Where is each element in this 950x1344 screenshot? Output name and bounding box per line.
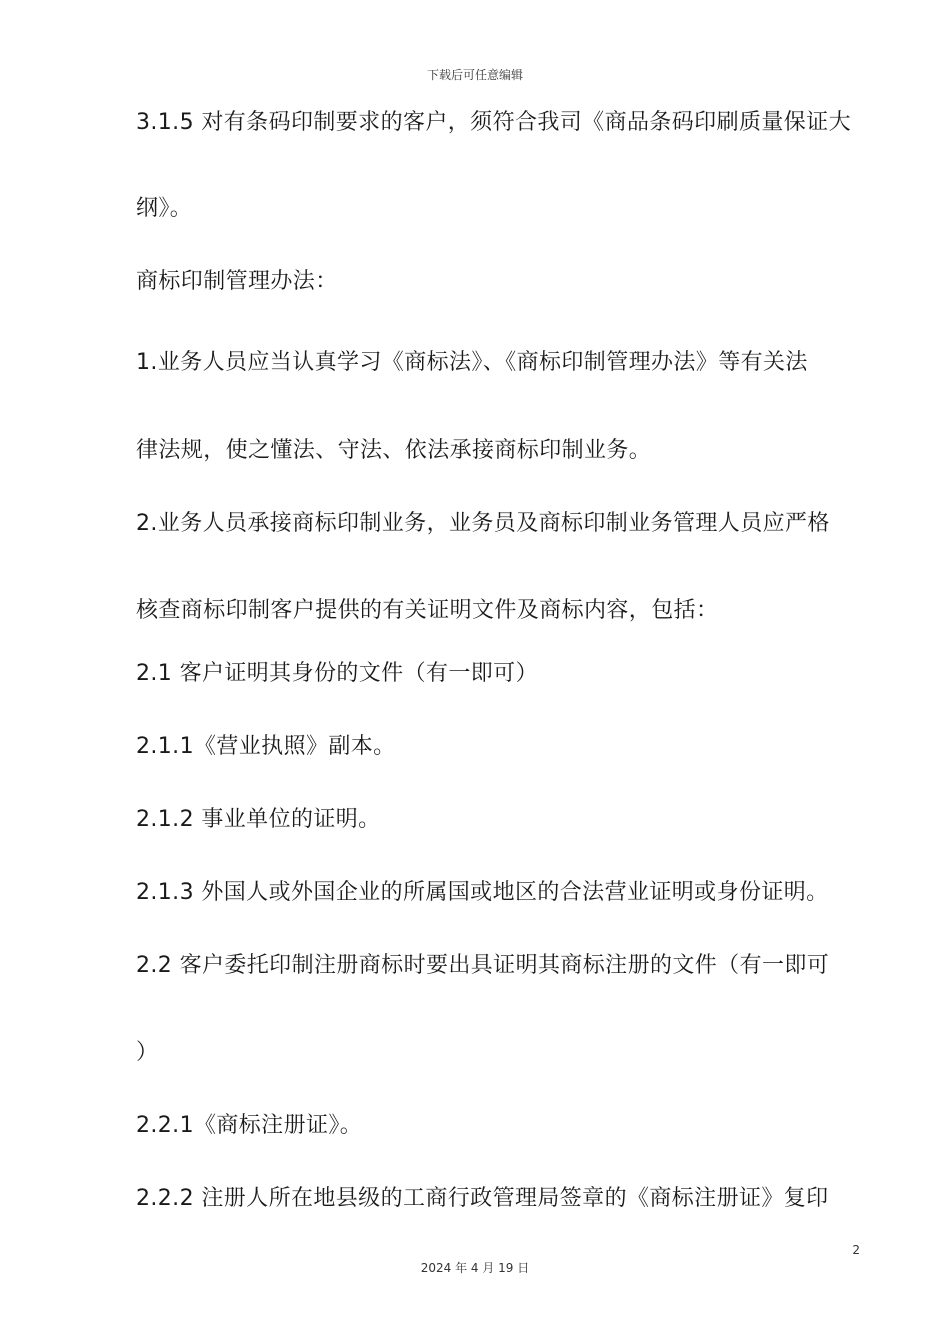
paragraph-line: ）: [136, 1040, 159, 1065]
paragraph-line: 2.2 客户委托印制注册商标时要出具证明其商标注册的文件（有一即可: [136, 953, 830, 978]
section-heading: 商标印制管理办法：: [136, 269, 338, 294]
paragraph-line: 2.1.1《营业执照》副本。: [136, 734, 396, 759]
paragraph-line: 律法规，使之懂法、守法、依法承接商标印制业务。: [136, 438, 652, 463]
paragraph-line: 2.1.2 事业单位的证明。: [136, 807, 381, 832]
paragraph-line: 2.业务人员承接商标印制业务，业务员及商标印制业务管理人员应严格: [136, 511, 830, 536]
paragraph-line: 核查商标印制客户提供的有关证明文件及商标内容，包括：: [136, 598, 719, 623]
paragraph-line: 纲》。: [136, 196, 193, 221]
paragraph-line: 2.1 客户证明其身份的文件（有一即可）: [136, 661, 538, 686]
paragraph-line: 3.1.5 对有条码印制要求的客户，须符合我司《商品条码印刷质量保证大: [136, 110, 851, 135]
paragraph-line: 2.2.1《商标注册证》。: [136, 1113, 363, 1138]
page-number: 2: [852, 1243, 860, 1257]
page-header: 下载后可任意编辑: [426, 68, 523, 82]
paragraph-line: 2.2.2 注册人所在地县级的工商行政管理局签章的《商标注册证》复印: [136, 1186, 829, 1211]
paragraph-line: 2.1.3 外国人或外国企业的所属国或地区的合法营业证明或身份证明。: [136, 880, 829, 905]
footer-date: 2024 年 4 月 19 日: [420, 1261, 530, 1275]
paragraph-line: 1.业务人员应当认真学习《商标法》、《商标印制管理办法》等有关法: [136, 350, 808, 375]
